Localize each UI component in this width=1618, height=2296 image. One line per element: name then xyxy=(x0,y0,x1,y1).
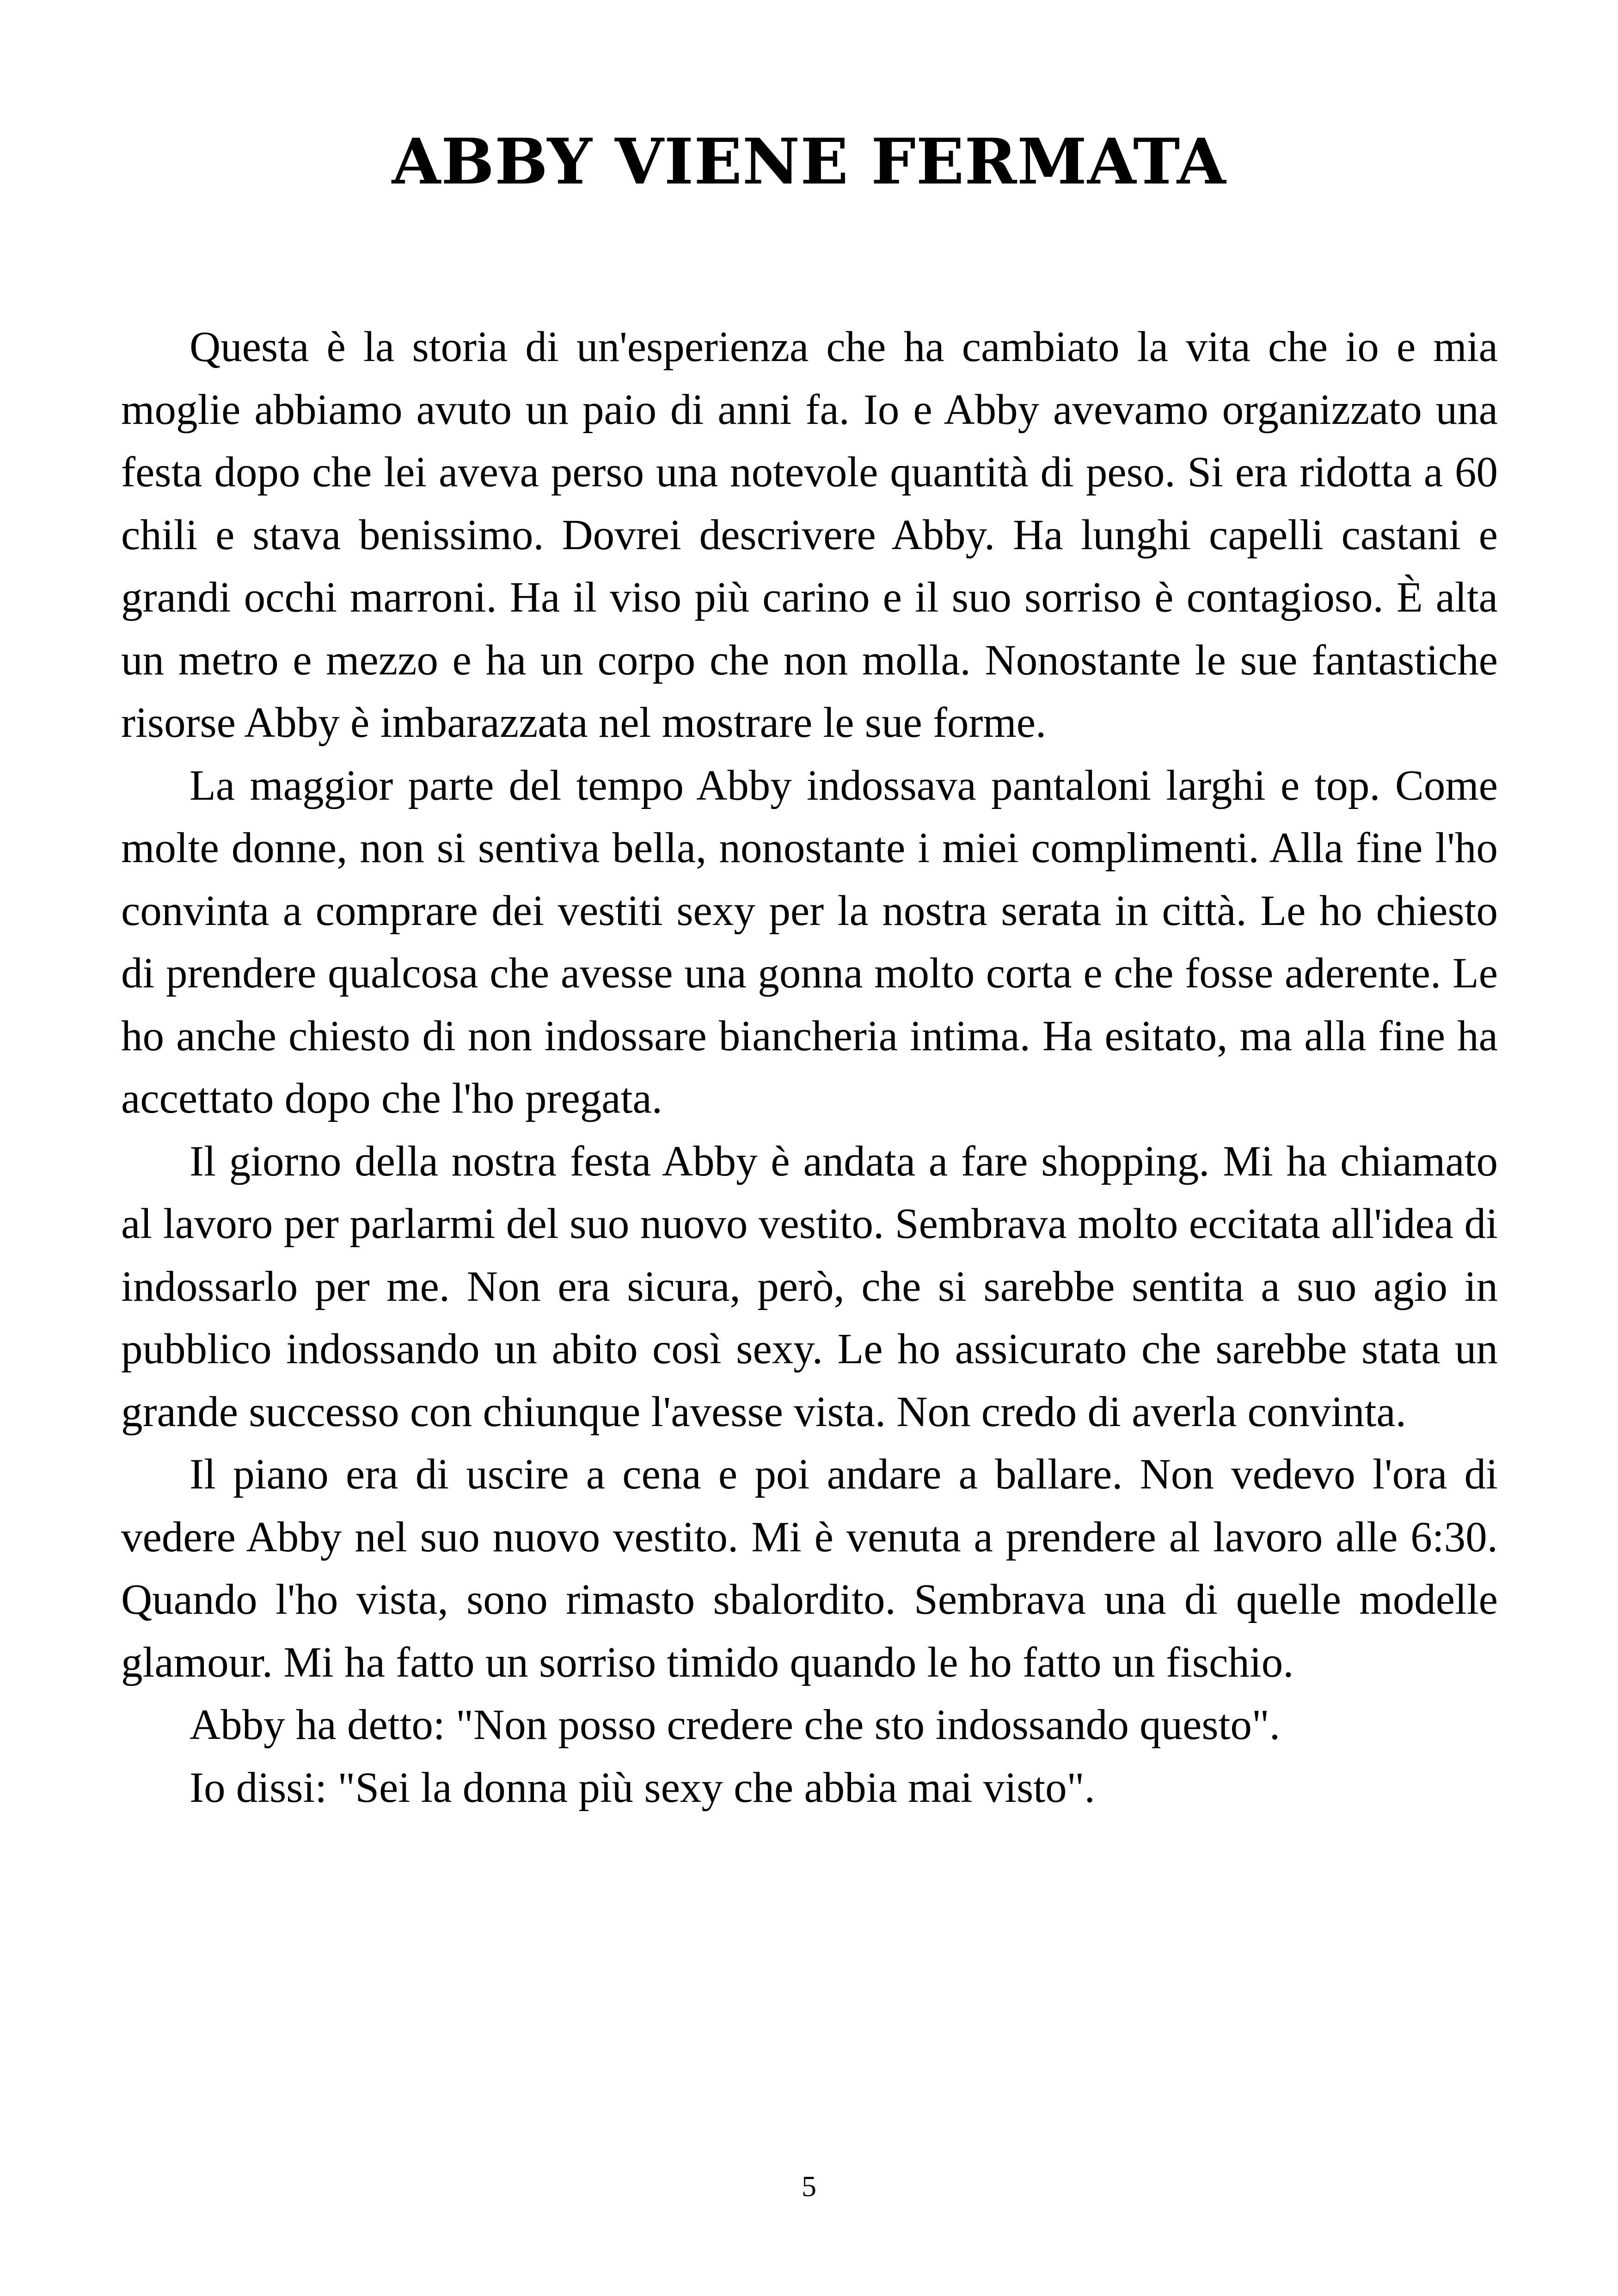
page-number: 5 xyxy=(802,2170,816,2203)
chapter-body xyxy=(121,316,1498,1819)
paragraph: Il piano era di uscire a cena e poi andare a ballare. Non vedevo l'ora di vedere Abby nel suo nuovo vestito. Mi è venuta a prendere al lavoro alle 6:30. Quando l'ho vista, sono rimasto sbalordito. Sembrava una di quelle modelle glamour. Mi ha fatto un sorriso timido quando le ho fatto un fischio. xyxy=(121,1451,1498,1686)
dialogue-line: Abby ha detto: "Non posso credere che sto indossando questo". xyxy=(190,1701,1281,1749)
paragraph: La maggior parte del tempo Abby indossava pantaloni larghi e top. Come molte donne, non si sentiva bella, nonostante i miei complimenti. Alla fine l'ho convinta a comprare dei vestiti sexy per la nostra serata in città. Le ho chiesto di prendere qualcosa che avesse una gonna molto corta e che fosse aderente. Le ho anche chiesto di non indossare biancheria intima. Ha esitato, ma alla fine ha accettato dopo che l'ho pregata. xyxy=(121,761,1498,1122)
paragraph: Il giorno della nostra festa Abby è andata a fare shopping. Mi ha chiamato al lavoro per parlarmi del suo nuovo vestito. Sembrava molto eccitata all'idea di indossarlo per me. Non era sicura, però, che si sarebbe sentita a suo agio in pubblico indossando un abito così sexy. Le ho assicurato che sarebbe stata un grande successo con chiunque l'avesse vista. Non credo di averla convinta. xyxy=(121,1137,1498,1436)
paragraph: Questa è la storia di un'esperienza che ha cambiato la vita che io e mia moglie abbiamo avuto un paio di anni fa. Io e Abby avevamo organizzato una festa dopo che lei aveva perso una notevole quantità di peso. Si era ridotta a 60 chili e stava benissimo. Dovrei descrivere Abby. Ha lunghi capelli castani e grandi occhi marroni. Ha il viso più carino e il suo sorriso è contagioso. È alta un metro e mezzo e ha un corpo che non molla. Nonostante le sue fantastiche risorse Abby è imbarazzata nel mostrare le sue forme. xyxy=(121,323,1498,747)
dialogue-line: Io dissi: "Sei la donna più sexy che abbia mai visto". xyxy=(190,1763,1095,1812)
chapter-title: ABBY VIENE FERMATA xyxy=(392,125,1226,199)
